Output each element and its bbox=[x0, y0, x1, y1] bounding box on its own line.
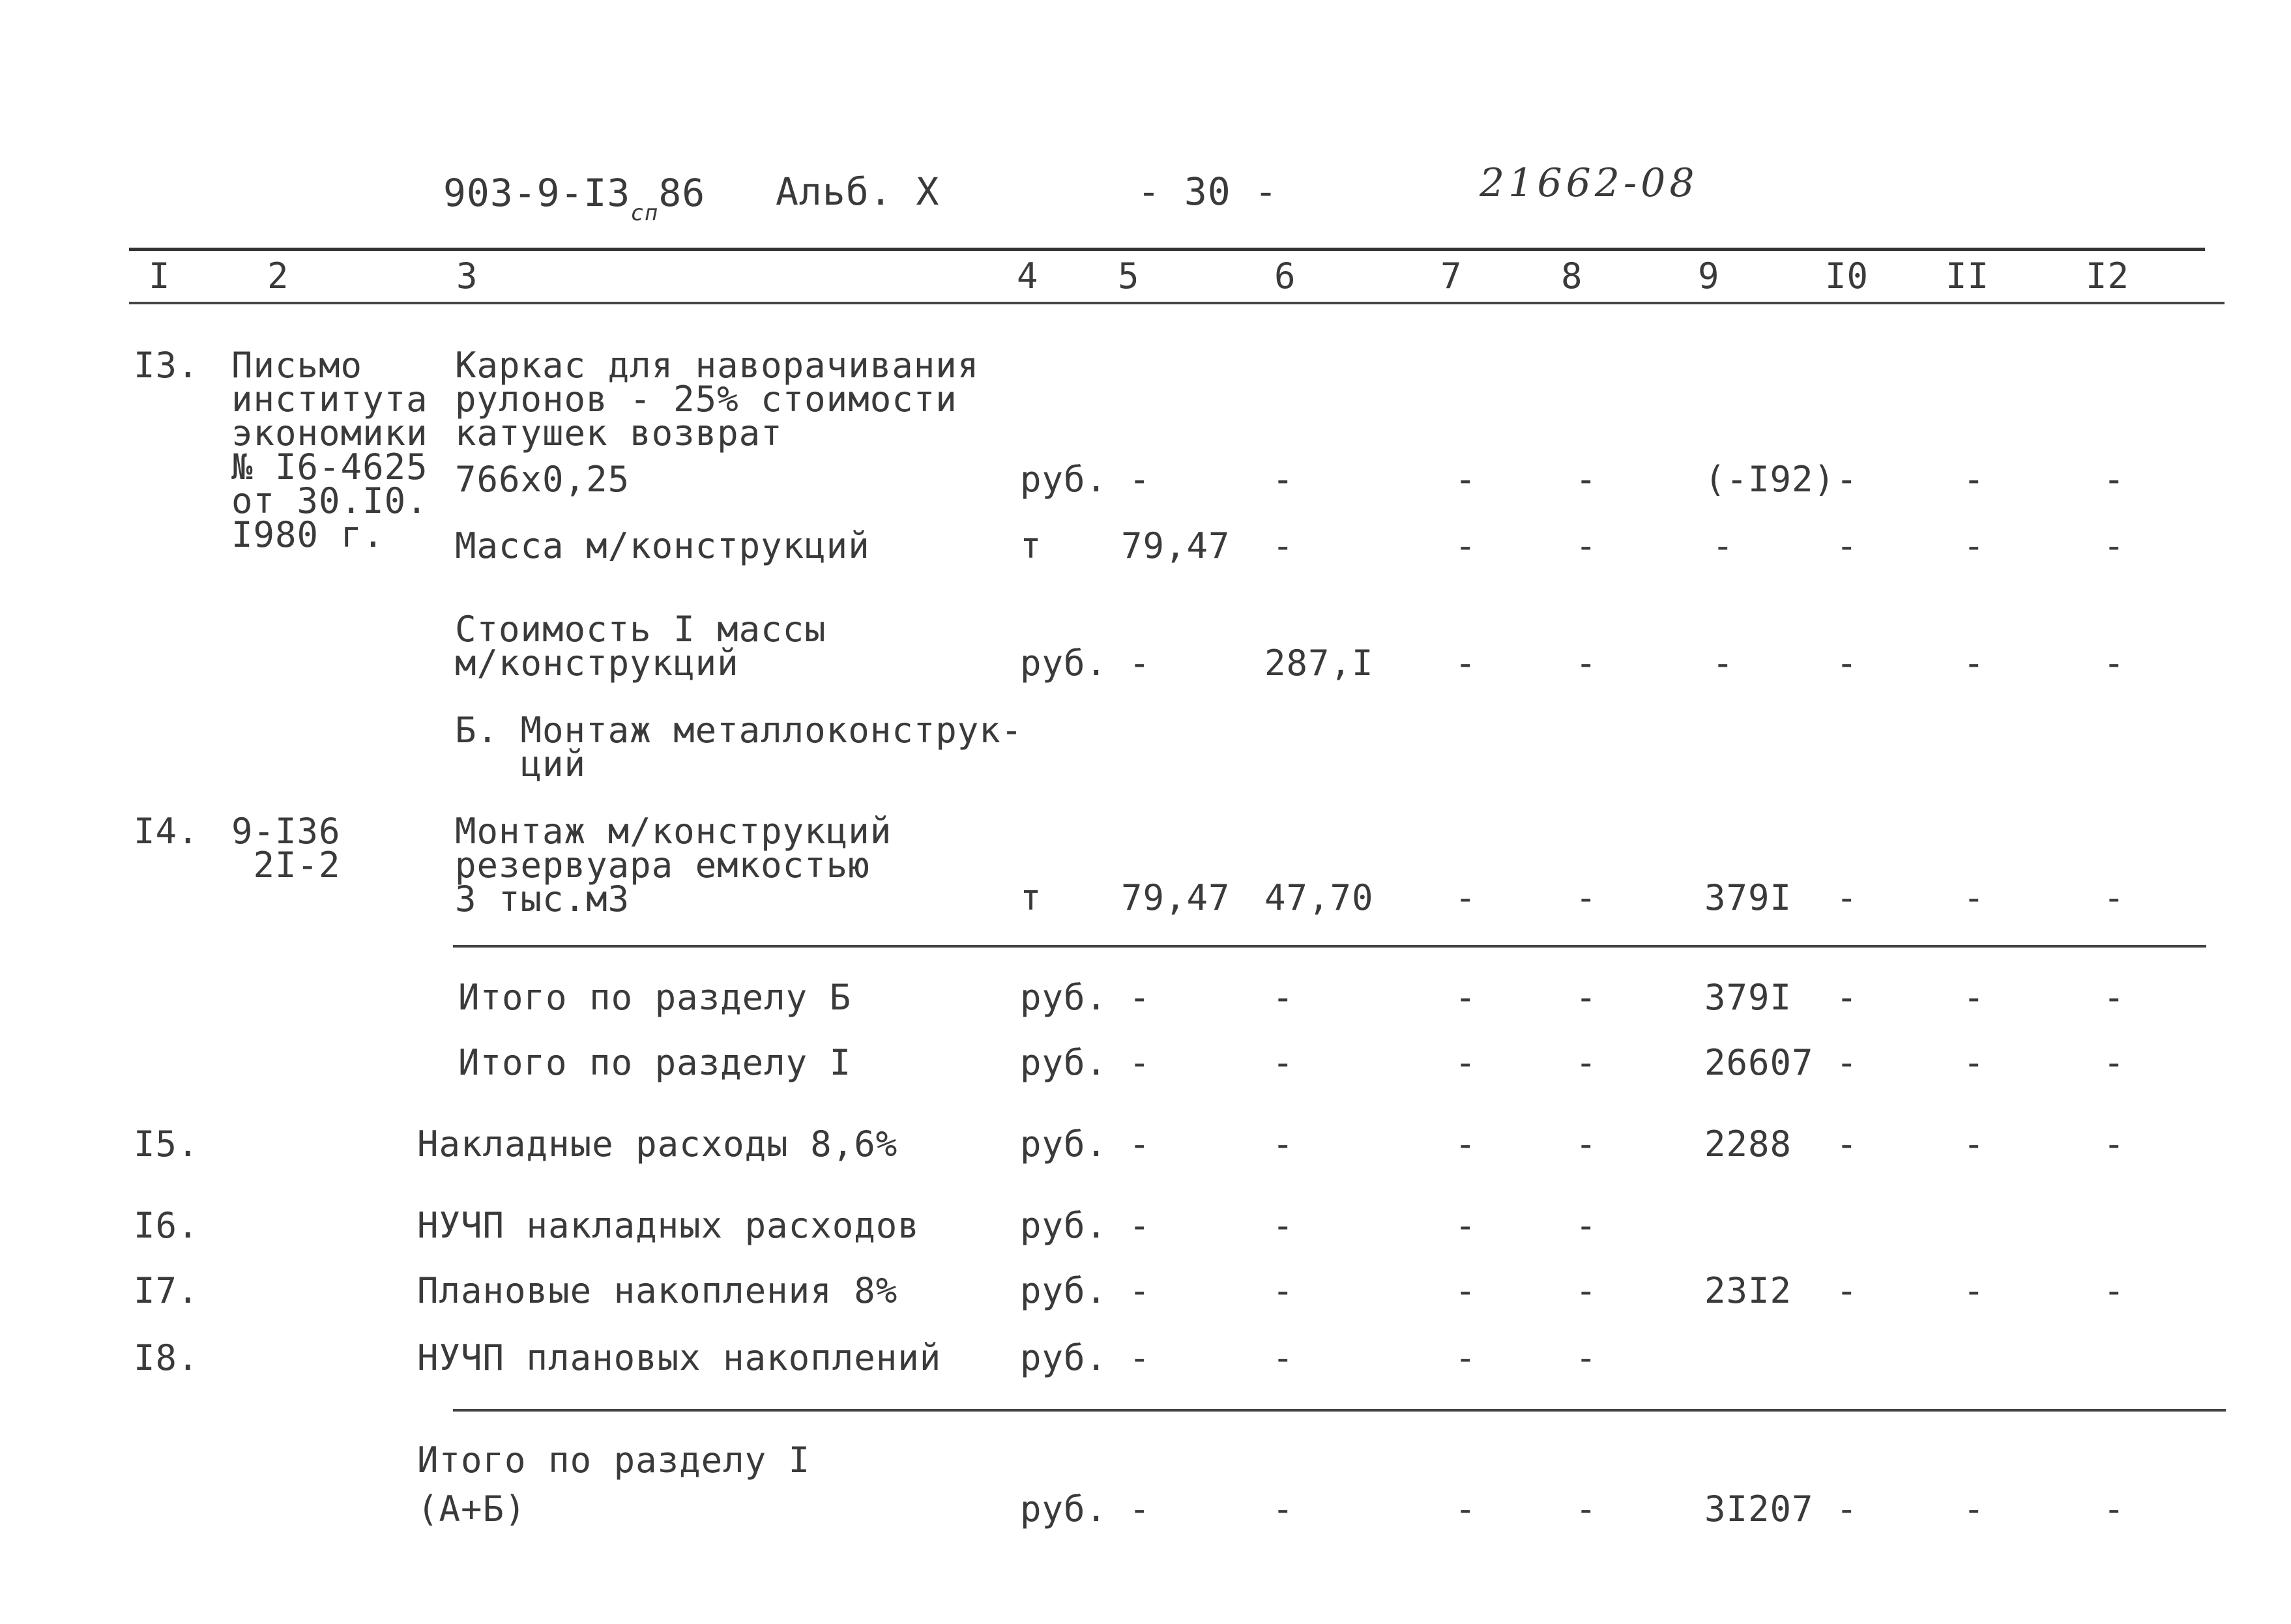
extra-row-c6: - bbox=[1272, 1270, 1294, 1311]
grand-total-row-c8: - bbox=[1575, 1488, 1598, 1530]
item-description-line: Масса м/конструкций bbox=[455, 525, 870, 566]
total-row-unit: руб. bbox=[1020, 977, 1108, 1018]
album-label: Альб. X bbox=[776, 169, 940, 214]
grand-total-label: Итого по разделу I bbox=[417, 1440, 811, 1481]
carcass-row-c10: - bbox=[1836, 459, 1858, 500]
column-header-10: I0 bbox=[1825, 255, 1869, 297]
row-number: I8. bbox=[134, 1337, 199, 1378]
grand-total-row-c5: - bbox=[1129, 1488, 1151, 1530]
column-header-7: 7 bbox=[1440, 255, 1463, 297]
mass-row-c9: - bbox=[1712, 525, 1734, 566]
montage-row-c9: 379I bbox=[1704, 877, 1792, 918]
mass-row-c6: - bbox=[1272, 525, 1294, 566]
column-header-1: I bbox=[149, 255, 171, 297]
carcass-row-unit: руб. bbox=[1020, 459, 1108, 500]
total-label: Итого по разделу Б bbox=[458, 977, 852, 1018]
row-basis-line: института bbox=[231, 379, 428, 420]
montage-row-c5: 79,47 bbox=[1121, 877, 1231, 918]
mass-row-unit: т bbox=[1020, 525, 1042, 566]
item-description-line: 3 тыс.м3 bbox=[455, 878, 630, 920]
row-basis-line: экономики bbox=[231, 413, 428, 454]
extra-row-unit: руб. bbox=[1020, 1205, 1108, 1246]
extra-row-c5: - bbox=[1129, 1337, 1151, 1378]
section-b-rule bbox=[453, 945, 2206, 948]
total-row-c8: - bbox=[1575, 1042, 1598, 1083]
project-number: 903-9-I3 bbox=[443, 171, 631, 215]
extra-row-c5: - bbox=[1129, 1205, 1151, 1246]
item-description-line: м/конструкций bbox=[455, 643, 739, 684]
column-header-9: 9 bbox=[1698, 255, 1720, 297]
montage-row-c8: - bbox=[1575, 877, 1598, 918]
extra-row-c12: - bbox=[2103, 1124, 2125, 1165]
total-row-c5: - bbox=[1129, 977, 1151, 1018]
extra-row-c5: - bbox=[1129, 1270, 1151, 1311]
page-number: - 30 - bbox=[1137, 169, 1278, 214]
extra-row-c5: - bbox=[1129, 1124, 1151, 1165]
carcass-row-c5: - bbox=[1129, 459, 1151, 500]
total-row-c9: 26607 bbox=[1704, 1042, 1814, 1083]
grand-total-row-unit: руб. bbox=[1020, 1488, 1108, 1530]
mass-row-c7: - bbox=[1455, 525, 1477, 566]
row-number: I7. bbox=[134, 1270, 199, 1311]
row-basis-line: от 30.I0. bbox=[231, 480, 428, 521]
column-header-rule bbox=[129, 302, 2225, 304]
row-number: I5. bbox=[134, 1124, 199, 1165]
montage-row-c12: - bbox=[2103, 877, 2125, 918]
extra-row-unit: руб. bbox=[1020, 1337, 1108, 1378]
extra-row-c6: - bbox=[1272, 1205, 1294, 1246]
montage-row-unit: т bbox=[1020, 877, 1042, 918]
inventory-number: 21662-08 bbox=[1480, 160, 1699, 206]
mass-row-c8: - bbox=[1575, 525, 1598, 566]
extra-row-c9: 2288 bbox=[1704, 1124, 1792, 1165]
row-basis-line: 2I-2 bbox=[231, 845, 341, 886]
carcass-row-c6: - bbox=[1272, 459, 1294, 500]
section-heading-line: Б. Монтаж металлоконструк- bbox=[455, 710, 1023, 751]
grand-total-row-c7: - bbox=[1455, 1488, 1477, 1530]
row-basis-line: I980 г. bbox=[231, 514, 385, 555]
extra-row-c7: - bbox=[1455, 1270, 1477, 1311]
row-number: I6. bbox=[134, 1205, 199, 1246]
grand-total-label: (А+Б) bbox=[417, 1488, 527, 1530]
extra-label: Плановые накопления 8% bbox=[417, 1270, 898, 1311]
total-row-c8: - bbox=[1575, 977, 1598, 1018]
carcass-row-c12: - bbox=[2103, 459, 2125, 500]
extra-row-c6: - bbox=[1272, 1124, 1294, 1165]
total-row-c5: - bbox=[1129, 1042, 1151, 1083]
cost-row-c10: - bbox=[1836, 643, 1858, 684]
extra-row-c11: - bbox=[1963, 1124, 1985, 1165]
grand-total-row-c12: - bbox=[2103, 1488, 2125, 1530]
cost-row-c8: - bbox=[1575, 643, 1598, 684]
extra-row-c8: - bbox=[1575, 1337, 1598, 1378]
cost-row-c12: - bbox=[2103, 643, 2125, 684]
total-row-c7: - bbox=[1455, 1042, 1477, 1083]
total-row-c9: 379I bbox=[1704, 977, 1792, 1018]
row-basis-line: № I6-4625 bbox=[231, 446, 428, 487]
item-description-line: резервуара емкостью bbox=[455, 845, 870, 886]
total-row-c11: - bbox=[1963, 977, 1985, 1018]
total-row-unit: руб. bbox=[1020, 1042, 1108, 1083]
montage-row-c10: - bbox=[1836, 877, 1858, 918]
total-row-c12: - bbox=[2103, 1042, 2125, 1083]
total-row-c12: - bbox=[2103, 977, 2125, 1018]
cost-row-unit: руб. bbox=[1020, 643, 1108, 684]
row-number: I3. bbox=[134, 345, 199, 386]
total-row-c11: - bbox=[1963, 1042, 1985, 1083]
column-header-2: 2 bbox=[267, 255, 289, 297]
project-code bbox=[443, 171, 706, 226]
project-suffix: 86 bbox=[658, 171, 706, 215]
extra-row-c11: - bbox=[1963, 1270, 1985, 1311]
item-description-line: 766х0,25 bbox=[455, 459, 630, 500]
column-header-6: 6 bbox=[1274, 255, 1296, 297]
extra-label: НУЧП накладных расходов bbox=[417, 1205, 920, 1246]
grand-total-row-c6: - bbox=[1272, 1488, 1294, 1530]
total-row-c10: - bbox=[1836, 1042, 1858, 1083]
mass-row-c5: 79,47 bbox=[1121, 525, 1231, 566]
montage-row-c7: - bbox=[1455, 877, 1477, 918]
item-description-line: Каркас для наворачивания bbox=[455, 345, 980, 386]
carcass-row-c7: - bbox=[1455, 459, 1477, 500]
carcass-row-c8: - bbox=[1575, 459, 1598, 500]
extra-row-c8: - bbox=[1575, 1205, 1598, 1246]
total-row-c10: - bbox=[1836, 977, 1858, 1018]
item-description-line: катушек возврат bbox=[455, 413, 783, 454]
cost-row-c5: - bbox=[1129, 643, 1151, 684]
column-header-4: 4 bbox=[1017, 255, 1039, 297]
item-description-line: рулонов - 25% стоимости bbox=[455, 379, 957, 420]
total-row-c7: - bbox=[1455, 977, 1477, 1018]
column-header-12: I2 bbox=[2086, 255, 2130, 297]
montage-row-c6: 47,70 bbox=[1264, 877, 1374, 918]
cost-row-c9: - bbox=[1712, 643, 1734, 684]
column-header-3: 3 bbox=[456, 255, 478, 297]
project-subscript: сп bbox=[630, 200, 659, 226]
item-description-line: Монтаж м/конструкций bbox=[455, 811, 892, 852]
cost-row-c7: - bbox=[1455, 643, 1477, 684]
extra-row-c8: - bbox=[1575, 1270, 1598, 1311]
cost-row-c6: 287,I bbox=[1264, 643, 1374, 684]
grand-total-rule bbox=[453, 1409, 2226, 1412]
extra-label: НУЧП плановых накоплений bbox=[417, 1337, 942, 1378]
total-row-c6: - bbox=[1272, 1042, 1294, 1083]
carcass-row-c11: - bbox=[1963, 459, 1985, 500]
total-row-c6: - bbox=[1272, 977, 1294, 1018]
mass-row-c12: - bbox=[2103, 525, 2125, 566]
grand-total-row-c9: 3I207 bbox=[1704, 1488, 1814, 1530]
montage-row-c11: - bbox=[1963, 877, 1985, 918]
extra-row-c8: - bbox=[1575, 1124, 1598, 1165]
mass-row-c10: - bbox=[1836, 525, 1858, 566]
item-description-line: Стоимость I массы bbox=[455, 609, 826, 650]
extra-row-unit: руб. bbox=[1020, 1124, 1108, 1165]
carcass-row-c9: (-I92) bbox=[1704, 459, 1836, 500]
extra-row-c7: - bbox=[1455, 1337, 1477, 1378]
extra-row-c10: - bbox=[1836, 1270, 1858, 1311]
column-header-8: 8 bbox=[1561, 255, 1583, 297]
column-header-11: II bbox=[1946, 255, 1990, 297]
extra-row-c12: - bbox=[2103, 1270, 2125, 1311]
row-basis-line: Письмо bbox=[231, 345, 363, 386]
extra-row-c6: - bbox=[1272, 1337, 1294, 1378]
extra-row-c9: 23I2 bbox=[1704, 1270, 1792, 1311]
table-top-rule bbox=[129, 248, 2205, 251]
extra-label: Накладные расходы 8,6% bbox=[417, 1124, 898, 1165]
section-heading-line: ций bbox=[455, 744, 587, 785]
cost-row-c11: - bbox=[1963, 643, 1985, 684]
row-number: I4. bbox=[134, 811, 199, 852]
column-header-5: 5 bbox=[1118, 255, 1140, 297]
row-basis-line: 9-I36 bbox=[231, 811, 341, 852]
extra-row-c7: - bbox=[1455, 1124, 1477, 1165]
extra-row-unit: руб. bbox=[1020, 1270, 1108, 1311]
extra-row-c7: - bbox=[1455, 1205, 1477, 1246]
grand-total-row-c10: - bbox=[1836, 1488, 1858, 1530]
mass-row-c11: - bbox=[1963, 525, 1985, 566]
extra-row-c10: - bbox=[1836, 1124, 1858, 1165]
total-label: Итого по разделу I bbox=[458, 1042, 852, 1083]
grand-total-row-c11: - bbox=[1963, 1488, 1985, 1530]
